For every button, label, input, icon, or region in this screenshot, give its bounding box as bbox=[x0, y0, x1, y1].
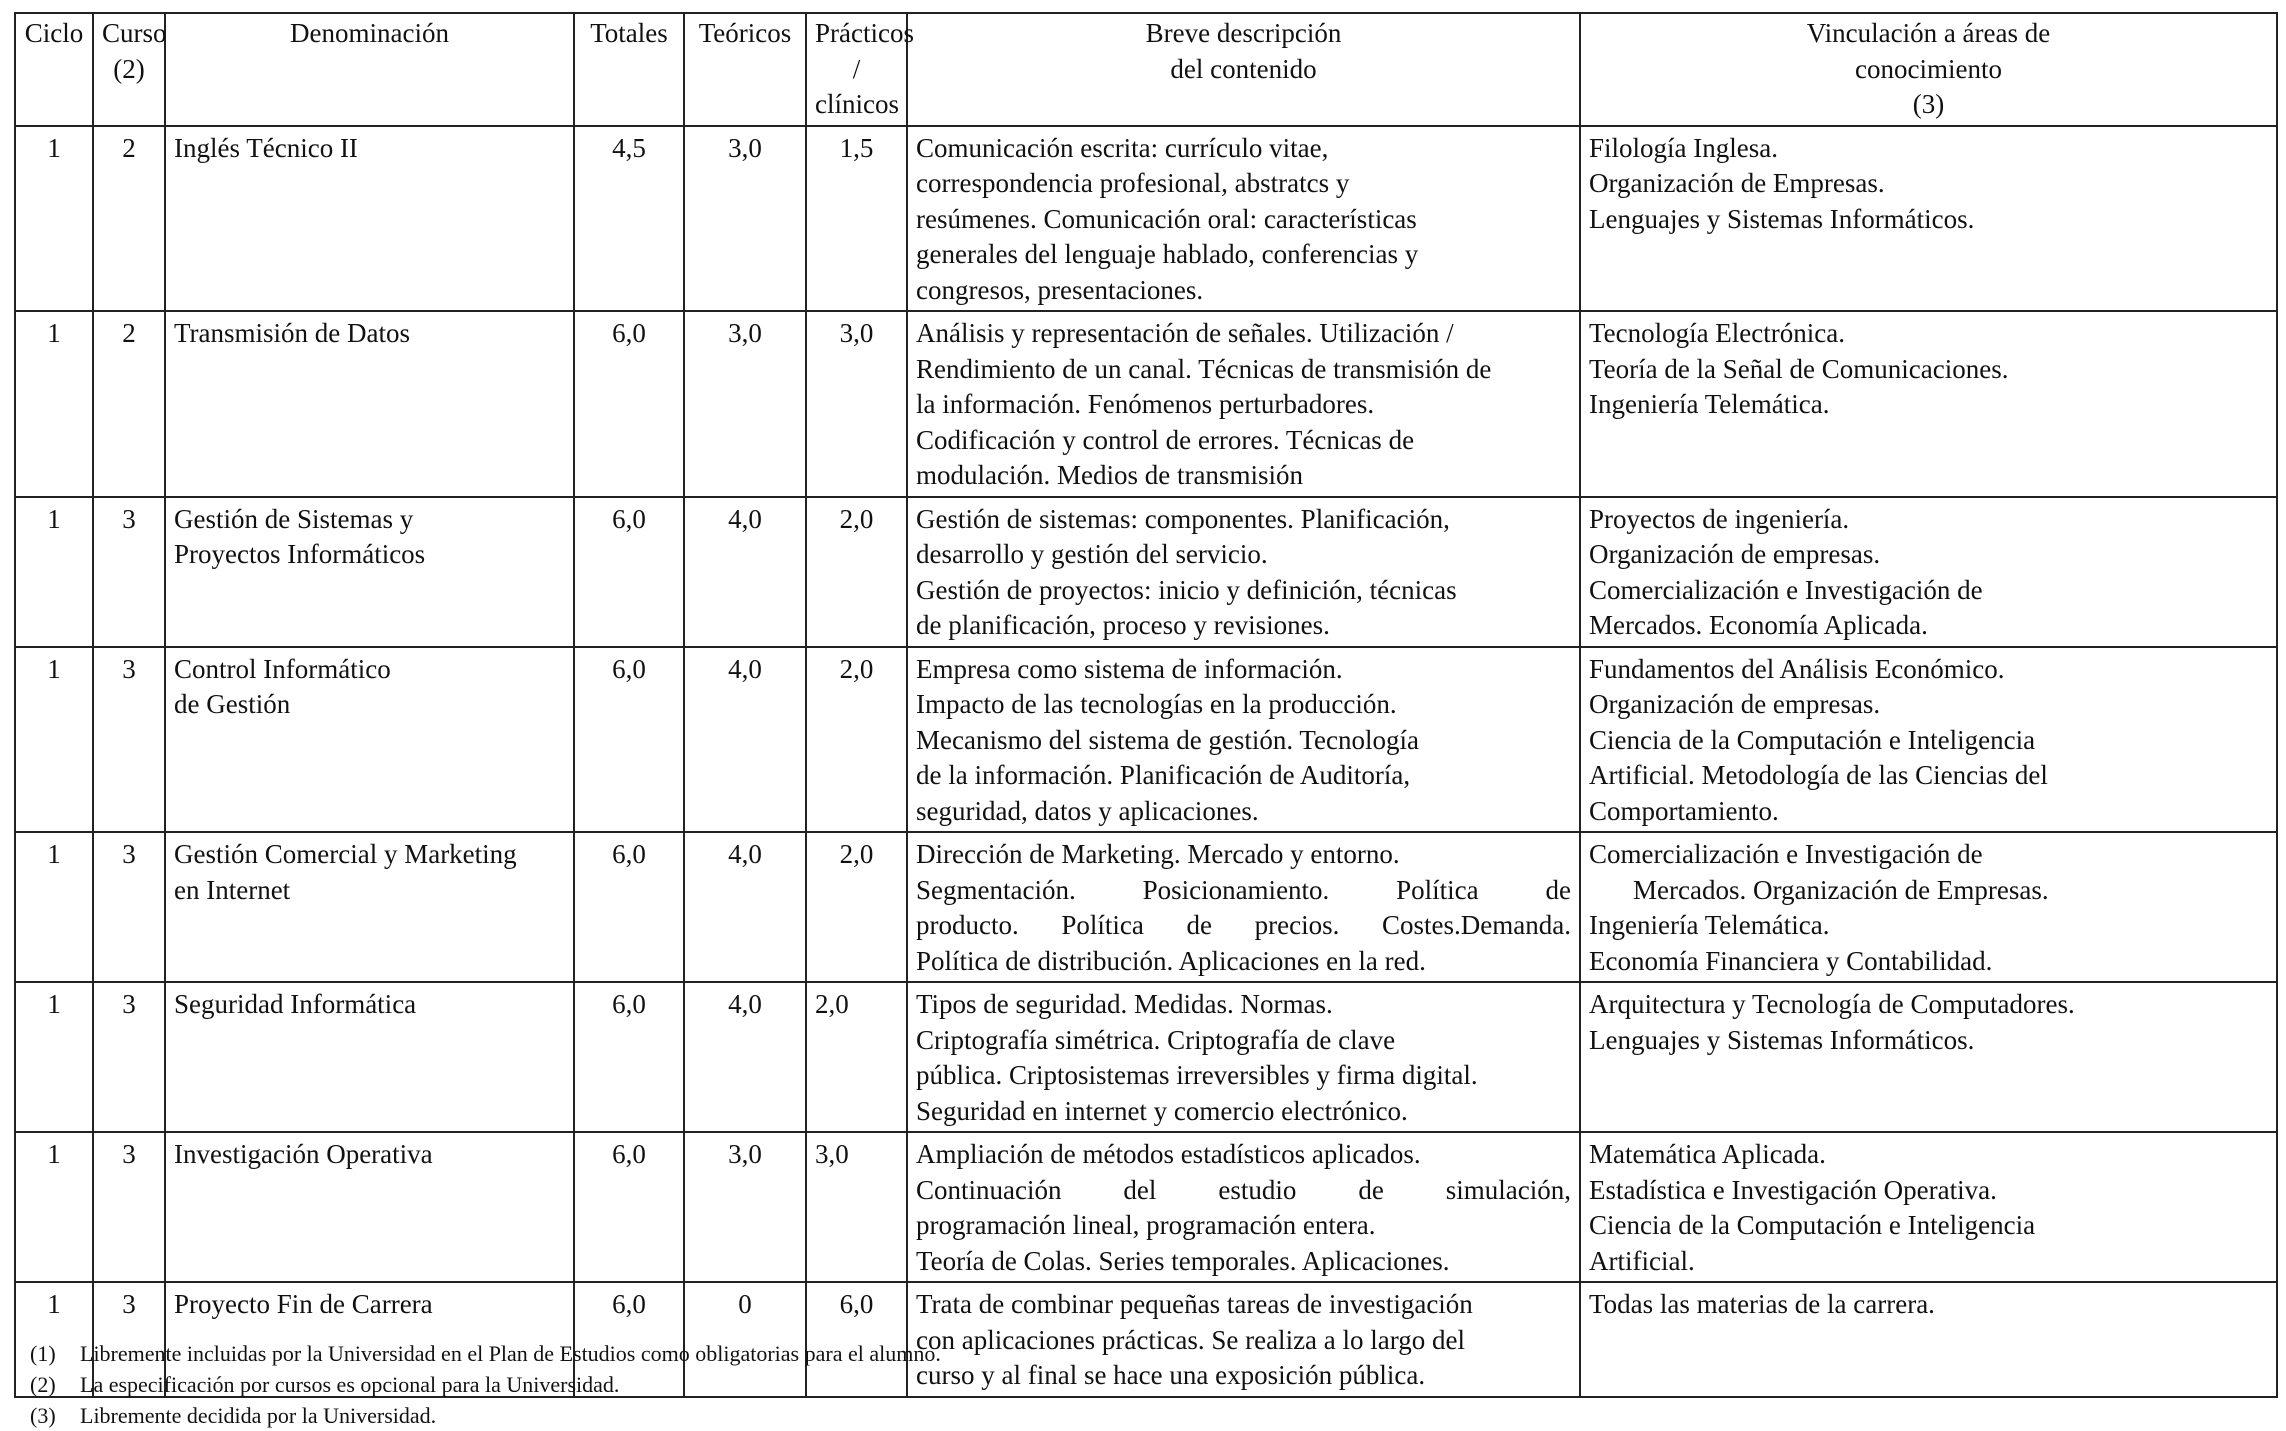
header-teoricos: Teóricos bbox=[684, 13, 806, 126]
cell-denominacion: Transmisión de Datos bbox=[165, 311, 574, 497]
cell-vinculacion: Comercialización e Investigación de Mercados. Organización de Empresas. Ingeniería Telemática. Economía Financiera y Contabilidad. bbox=[1580, 832, 2277, 982]
footnote-number: (2) bbox=[30, 1372, 56, 1397]
header-denominacion: Denominación bbox=[165, 13, 574, 126]
cell-teoricos: 0 bbox=[684, 1282, 806, 1397]
cell-teoricos: 3,0 bbox=[684, 126, 806, 312]
cell-teoricos: 4,0 bbox=[684, 647, 806, 833]
cell-totales: 6,0 bbox=[574, 647, 684, 833]
cell-totales: 6,0 bbox=[574, 832, 684, 982]
cell-vinculacion: Matemática Aplicada. Estadística e Investigación Operativa. Ciencia de la Computación e Inteligencia Artificial. bbox=[1580, 1132, 2277, 1282]
cell-curso: 3 bbox=[93, 497, 165, 647]
cell-curso: 2 bbox=[93, 311, 165, 497]
cell-ciclo: 1 bbox=[15, 832, 93, 982]
cell-teoricos: 4,0 bbox=[684, 982, 806, 1132]
subjects-table bbox=[14, 12, 2278, 1398]
cell-vinculacion: Filología Inglesa. Organización de Empresas. Lenguajes y Sistemas Informáticos. bbox=[1580, 126, 2277, 312]
table-row bbox=[15, 832, 2277, 982]
footnote bbox=[30, 1369, 941, 1400]
cell-teoricos: 3,0 bbox=[684, 311, 806, 497]
table-row bbox=[15, 126, 2277, 312]
cell-vinculacion: Arquitectura y Tecnología de Computadores. Lenguajes y Sistemas Informáticos. bbox=[1580, 982, 2277, 1132]
cell-curso: 3 bbox=[93, 1282, 165, 1397]
footnote bbox=[30, 1400, 941, 1431]
footnote-number: (1) bbox=[30, 1341, 56, 1366]
cell-descripcion: Trata de combinar pequeñas tareas de investigación con aplicaciones prácticas. Se realiza a lo largo del curso y al final se hace una exposición pública. bbox=[907, 1282, 1580, 1397]
header-vinculacion: Vinculación a áreas de conocimiento (3) bbox=[1580, 13, 2277, 126]
header-descripcion: Breve descripción del contenido bbox=[907, 13, 1580, 126]
cell-denominacion: Investigación Operativa bbox=[165, 1132, 574, 1282]
cell-practicos: 3,0 bbox=[806, 1132, 907, 1282]
cell-ciclo: 1 bbox=[15, 1132, 93, 1282]
cell-teoricos: 4,0 bbox=[684, 832, 806, 982]
cell-practicos: 2,0 bbox=[806, 497, 907, 647]
cell-curso: 3 bbox=[93, 832, 165, 982]
cell-denominacion: Seguridad Informática bbox=[165, 982, 574, 1132]
cell-practicos: 3,0 bbox=[806, 311, 907, 497]
cell-denominacion: Inglés Técnico II bbox=[165, 126, 574, 312]
cell-ciclo: 1 bbox=[15, 982, 93, 1132]
cell-ciclo: 1 bbox=[15, 1282, 93, 1397]
table-row bbox=[15, 311, 2277, 497]
cell-denominacion: Control Informático de Gestión bbox=[165, 647, 574, 833]
cell-totales: 6,0 bbox=[574, 1132, 684, 1282]
footnote-text: Libremente decidida por la Universidad. bbox=[80, 1403, 437, 1428]
cell-totales: 6,0 bbox=[574, 311, 684, 497]
cell-teoricos: 4,0 bbox=[684, 497, 806, 647]
table-row bbox=[15, 982, 2277, 1132]
table-row bbox=[15, 1132, 2277, 1282]
header-totales: Totales bbox=[574, 13, 684, 126]
footnote-text: Libremente incluidas por la Universidad en el Plan de Estudios como obligatorias para el alumno. bbox=[80, 1341, 941, 1366]
footnote-text: La especificación por cursos es opcional para la Universidad. bbox=[80, 1372, 620, 1397]
footnote-number: (3) bbox=[30, 1403, 56, 1428]
cell-curso: 3 bbox=[93, 1132, 165, 1282]
cell-vinculacion: Todas las materias de la carrera. bbox=[1580, 1282, 2277, 1397]
cell-vinculacion: Tecnología Electrónica. Teoría de la Señal de Comunicaciones. Ingeniería Telemática. bbox=[1580, 311, 2277, 497]
cell-descripcion: Tipos de seguridad. Medidas. Normas. Criptografía simétrica. Criptografía de clave pública. Criptosistemas irreversibles y firma digital. Seguridad en internet y comercio electrónico. bbox=[907, 982, 1580, 1132]
cell-descripcion: Análisis y representación de señales. Utilización / Rendimiento de un canal. Técnicas de transmisión de la información. Fenómenos perturbadores. Codificación y control de errores. Técnicas de modulación. Medios de transmisión bbox=[907, 311, 1580, 497]
cell-practicos: 1,5 bbox=[806, 126, 907, 312]
cell-curso: 3 bbox=[93, 647, 165, 833]
cell-teoricos: 3,0 bbox=[684, 1132, 806, 1282]
cell-totales: 6,0 bbox=[574, 1282, 684, 1397]
cell-vinculacion: Proyectos de ingeniería. Organización de empresas. Comercialización e Investigación de Mercados. Economía Aplicada. bbox=[1580, 497, 2277, 647]
cell-curso: 3 bbox=[93, 982, 165, 1132]
cell-descripcion: Ampliación de métodos estadísticos aplicados. Continuación del estudio de simulación, programación lineal, programación entera. Teoría de Colas. Series temporales. Aplicaciones. bbox=[907, 1132, 1580, 1282]
cell-descripcion: Empresa como sistema de información. Impacto de las tecnologías en la producción. Mecanismo del sistema de gestión. Tecnología de la información. Planificación de Auditoría, seguridad, datos y aplicaciones. bbox=[907, 647, 1580, 833]
cell-vinculacion: Fundamentos del Análisis Económico. Organización de empresas. Ciencia de la Computación e Inteligencia Artificial. Metodología de las Ciencias del Comportamiento. bbox=[1580, 647, 2277, 833]
cell-descripcion: Dirección de Marketing. Mercado y entorno. Segmentación. Posicionamiento. Política de producto. Política de precios. Costes.Demanda. Política de distribución. Aplicaciones en la red. bbox=[907, 832, 1580, 982]
cell-practicos: 6,0 bbox=[806, 1282, 907, 1397]
cell-denominacion: Gestión Comercial y Marketing en Internet bbox=[165, 832, 574, 982]
header-practicos: Prácticos / clínicos bbox=[806, 13, 907, 126]
table-row bbox=[15, 497, 2277, 647]
cell-ciclo: 1 bbox=[15, 497, 93, 647]
header-ciclo: Ciclo bbox=[15, 13, 93, 126]
table-header-row bbox=[15, 13, 2277, 126]
cell-practicos: 2,0 bbox=[806, 982, 907, 1132]
cell-totales: 4,5 bbox=[574, 126, 684, 312]
table-row bbox=[15, 647, 2277, 833]
cell-practicos: 2,0 bbox=[806, 832, 907, 982]
footnote bbox=[30, 1338, 941, 1369]
cell-descripcion: Comunicación escrita: currículo vitae, correspondencia profesional, abstratcs y resúmenes. Comunicación oral: características generales del lenguaje hablado, conferencias y congresos, presentaciones. bbox=[907, 126, 1580, 312]
cell-ciclo: 1 bbox=[15, 126, 93, 312]
cell-totales: 6,0 bbox=[574, 982, 684, 1132]
cell-denominacion: Gestión de Sistemas y Proyectos Informáticos bbox=[165, 497, 574, 647]
cell-denominacion: Proyecto Fin de Carrera bbox=[165, 1282, 574, 1397]
cell-ciclo: 1 bbox=[15, 311, 93, 497]
cell-practicos: 2,0 bbox=[806, 647, 907, 833]
cell-ciclo: 1 bbox=[15, 647, 93, 833]
cell-curso: 2 bbox=[93, 126, 165, 312]
cell-descripcion: Gestión de sistemas: componentes. Planificación, desarrollo y gestión del servicio. Gestión de proyectos: inicio y definición, técnicas de planificación, proceso y revisiones. bbox=[907, 497, 1580, 647]
footnotes bbox=[30, 1338, 941, 1431]
header-curso: Curso (2) bbox=[93, 13, 165, 126]
cell-totales: 6,0 bbox=[574, 497, 684, 647]
